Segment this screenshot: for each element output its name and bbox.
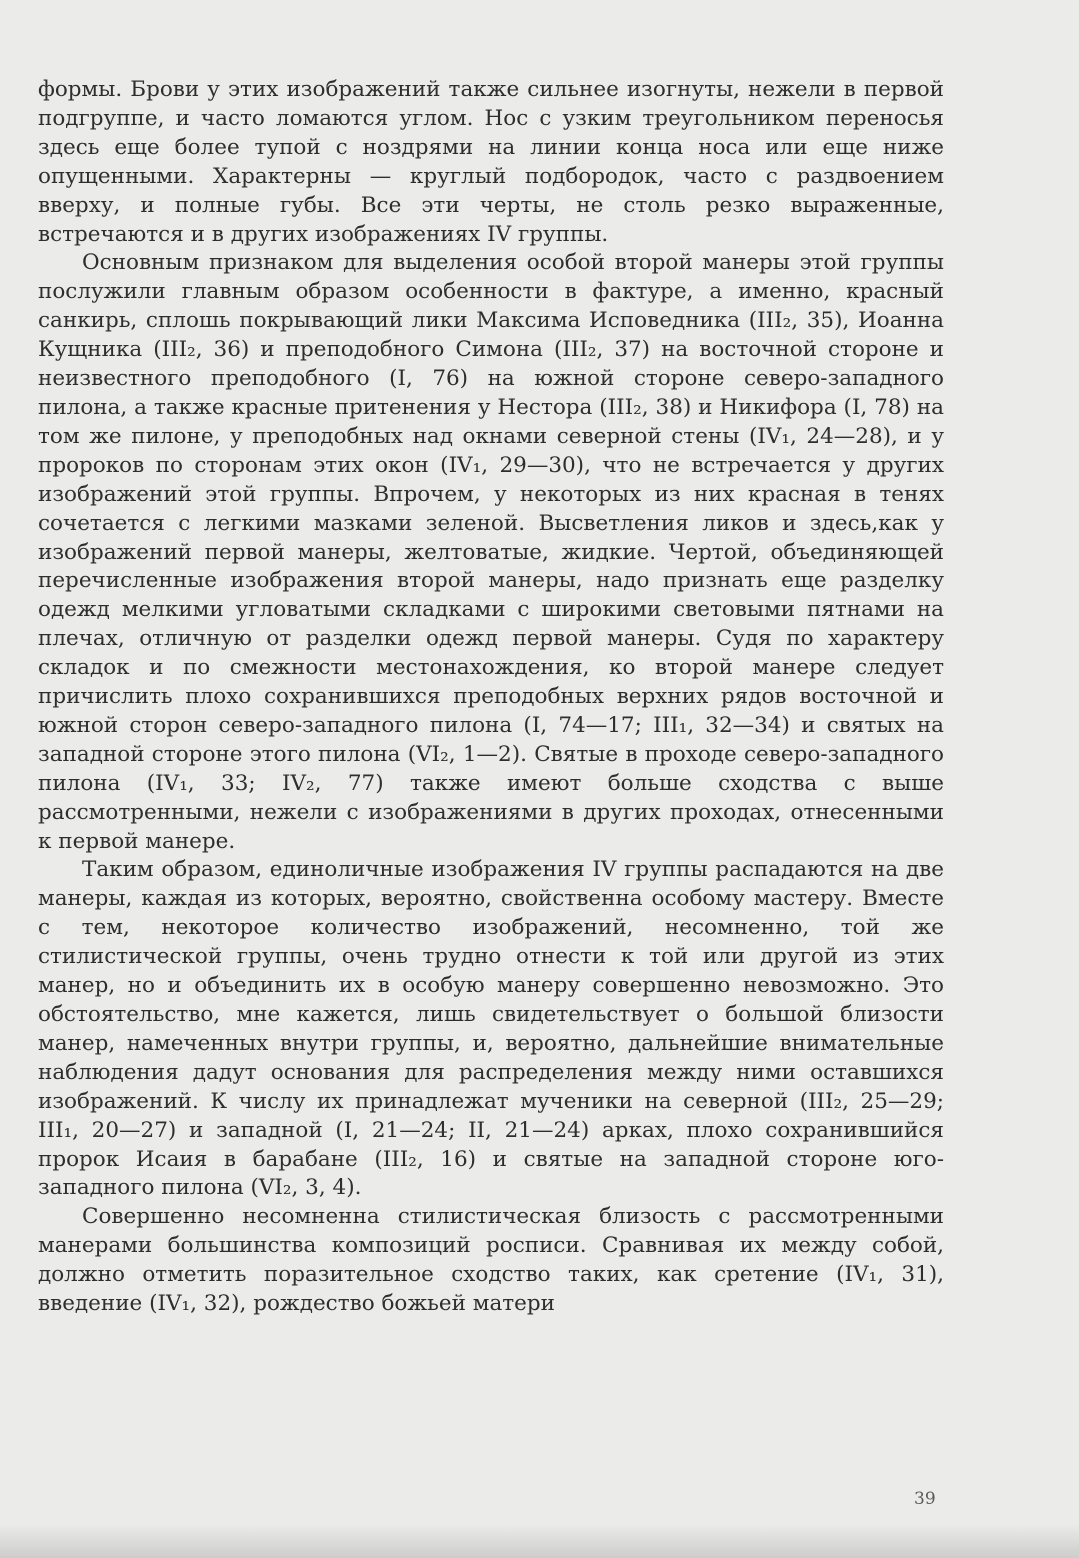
body-text (38, 76, 944, 1319)
page-number: 39 (914, 1489, 936, 1509)
paragraph-3: Таким образом, единоличные изображения IV группы распадаются на две манеры, каждая из которых, вероятно, свойственна особому мастеру. Вместе с тем, некоторое количество изображений, несомненно, той же стилистической группы, очень трудно отнести к той или другой из этих манер, но и объединить их в особую манеру совершенно невозможно. Это обстоятельство, мне кажется, лишь свидетельствует о большой близости манер, намеченных внутри группы, и, вероятно, дальнейшие внимательные наблюдения дадут основания для распределения между ними оставшихся изображений. К числу их принадлежат мученики на северной (III₂, 25—29; III₁, 20—27) и западной (I, 21—24; II, 21—24) арках, плохо сохранившийся пророк Исаия в барабане (III₂, 16) и святые на западной стороне юго-западного пилона (VI₂, 3, 4). (38, 857, 944, 1201)
paragraph-1: формы. Брови у этих изображений также сильнее изогнуты, нежели в первой подгруппе, и часто ломаются углом. Нос с узким треугольником переносья здесь еще более тупой с ноздрями на линии конца носа или еще ниже опущенными. Характерны — круглый подбородок, часто с раздвоением вверху, и полные губы. Все эти черты, не столь резко выраженные, встречаются и в других изображениях IV группы. (38, 77, 944, 247)
page-edge-shadow (0, 1524, 1079, 1558)
paragraph-4: Совершенно несомненна стилистическая близость с рассмотренными манерами большинства композиций росписи. Сравнивая их между собой, должно отметить поразительное сходство таких, как сретение (IV₁, 31), введение (IV₁, 32), рождество божьей матери (38, 1204, 944, 1317)
paragraph-2: Основным признаком для выделения особой второй манеры этой группы послужили главным образом особенности в фактуре, а именно, красный санкирь, сплошь покрывающий лики Максима Исповедника (III₂, 35), Иоанна Кущника (III₂, 36) и преподобного Симона (III₂, 37) на восточной стороне и неизвестного преподобного (I, 76) на южной стороне северо-западного пилона, а также красные притенения у Нестора (III₂, 38) и Никифора (I, 78) на том же пилоне, у преподобных над окнами северной стены (IV₁, 24—28), и у пророков по сторонам этих окон (IV₁, 29—30), что не встречается у других изображений этой группы. Впрочем, у некоторых из них красная в тенях сочетается с легкими мазками зеленой. Высветления ликов и здесь,как у изображений первой манеры, желтоватые, жидкие. Чертой, объединяющей перечисленные изображения второй манеры, надо признать еще разделку одежд мелкими угловатыми складками с широкими световыми пятнами на плечах, отличную от разделки одежд первой манеры. Судя по характеру складок и по смежности местонахождения, ко второй манере следует причислить плохо сохранившихся преподобных верхних рядов восточной и южной сторон северо-западного пилона (I, 74—17; III₁, 32—34) и святых на западной стороне этого пилона (VI₂, 1—2). Святые в проходе северо-западного пилона (IV₁, 33; IV₂, 77) также имеют больше сходства с выше рассмотренными, нежели с изображениями в других проходах, отнесенными к первой манере. (38, 250, 944, 854)
